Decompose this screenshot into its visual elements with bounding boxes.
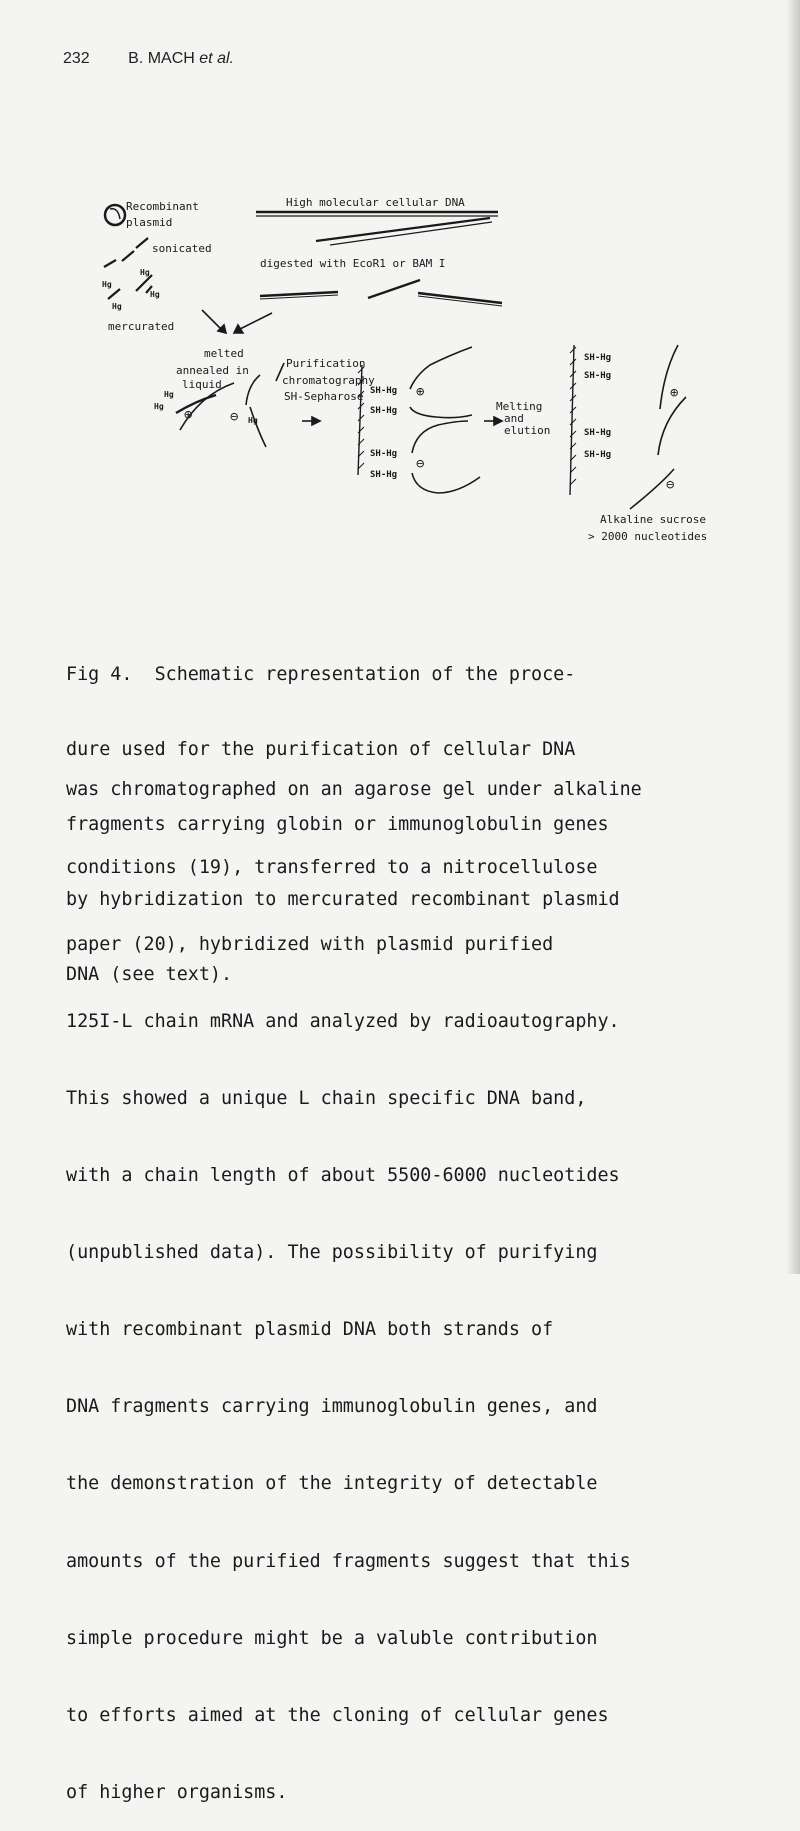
sh-hg-label-8: SH-Hg (584, 450, 612, 460)
author-name: B. MACH (128, 50, 195, 67)
plus-strand-3: ⊕ (670, 385, 679, 401)
minus-strand-2: ⊖ (416, 456, 425, 472)
sh-hg-label-6: SH-Hg (584, 371, 612, 381)
author-line (128, 50, 234, 67)
plus-strand-2: ⊕ (416, 384, 425, 400)
label-sh-sepharose: SH-Sepharose (284, 390, 364, 403)
body-line: 125I-L chain mRNA and analyzed by radioautography. (66, 1010, 620, 1032)
body-line: (unpublished data). The possibility of purifying (66, 1242, 598, 1264)
hg-label-3: Hg (150, 290, 160, 299)
minus-strand-1: ⊖ (230, 409, 239, 425)
sh-hg-label-5: SH-Hg (584, 353, 612, 363)
label-mercurated: mercurated (108, 320, 175, 333)
sh-hg-label-7: SH-Hg (584, 428, 612, 438)
label-purification: Purification (286, 357, 366, 370)
label-annealed: annealed in (176, 364, 249, 377)
sh-hg-label-2: SH-Hg (370, 406, 398, 416)
page-edge-shadow (786, 0, 800, 1274)
plus-strand-1: ⊕ (184, 407, 193, 423)
page-number: 232 (63, 50, 90, 67)
sh-hg-label-4: SH-Hg (370, 470, 398, 480)
second-duplex (246, 363, 284, 447)
label-and: and (504, 412, 524, 425)
minus-strand-3: ⊖ (666, 477, 675, 493)
label-plasmid: plasmid (126, 216, 173, 229)
body-line: with a chain length of about 5500-6000 nucleotides (66, 1164, 620, 1186)
converging-arrows (202, 310, 272, 333)
hg-label-4: Hg (112, 302, 122, 311)
body-line: This showed a unique L chain specific DNA band, (66, 1087, 587, 1109)
hg-label-2: Hg (102, 280, 112, 289)
caption-line: dure used for the purification of cellular DNA (66, 739, 576, 760)
hg-label-6: Hg (154, 402, 164, 411)
label-elution: elution (504, 424, 551, 437)
label-sonicated: sonicated (152, 242, 212, 255)
label-liquid: liquid (182, 378, 222, 391)
hg-label-1: Hg (140, 268, 150, 277)
label-alkaline-sucrose: Alkaline sucrose (600, 513, 706, 526)
sh-hg-label-3: SH-Hg (370, 449, 398, 459)
body-line: simple procedure might be a valuble contribution (66, 1627, 598, 1649)
body-paragraph (66, 726, 786, 1831)
free-strands (630, 345, 686, 509)
mercurated-fragments-icon (108, 275, 152, 299)
purification-arrow-icon (302, 417, 320, 425)
label-melted: melted (204, 347, 244, 360)
caption-line: fragments carrying globin or immunoglobulin genes (66, 814, 609, 835)
body-line: of higher organisms. (66, 1781, 288, 1803)
caption-line: DNA (see text). (66, 964, 233, 985)
label-high-mw-dna: High molecular cellular DNA (286, 196, 465, 209)
author-suffix: et al. (199, 50, 234, 67)
label-nucleotides: > 2000 nucleotides (588, 530, 708, 543)
label-chromatography: chromatography (282, 374, 375, 387)
body-line: conditions (19), transferred to a nitrocellulose (66, 856, 598, 878)
caption-line: by hybridization to mercurated recombinant plasmid (66, 889, 620, 910)
sonicated-fragments-icon (104, 238, 148, 267)
hg-label-5: Hg (164, 390, 174, 399)
body-line: to efforts aimed at the cloning of cellular genes (66, 1704, 609, 1726)
eluted-column (570, 345, 576, 495)
body-line: amounts of the purified fragments suggest that this (66, 1550, 631, 1572)
body-line: paper (20), hybridized with plasmid purified (66, 933, 554, 955)
caption-line: Fig 4. Schematic representation of the proce- (66, 664, 576, 685)
label-digested: digested with EcoR1 or BAM I (260, 257, 446, 270)
dna-fragment-strands (316, 218, 492, 245)
body-line: was chromatographed on an agarose gel under alkaline (66, 779, 642, 801)
label-recombinant: Recombinant (126, 200, 199, 213)
hg-label-7: Hg (248, 416, 258, 425)
body-line: the demonstration of the integrity of detectable (66, 1473, 598, 1495)
procedure-schematic-figure (100, 185, 720, 555)
high-mw-dna-strands (256, 212, 498, 216)
digested-fragments (260, 280, 502, 306)
label-melting: Melting (496, 400, 543, 413)
running-head (63, 50, 234, 68)
body-line: DNA fragments carrying immunoglobulin genes, and (66, 1396, 598, 1418)
sh-hg-label-1: SH-Hg (370, 386, 398, 396)
plasmid-circle-icon (105, 205, 125, 225)
body-line: with recombinant plasmid DNA both strands of (66, 1319, 554, 1341)
elution-arrow-icon (484, 417, 502, 425)
